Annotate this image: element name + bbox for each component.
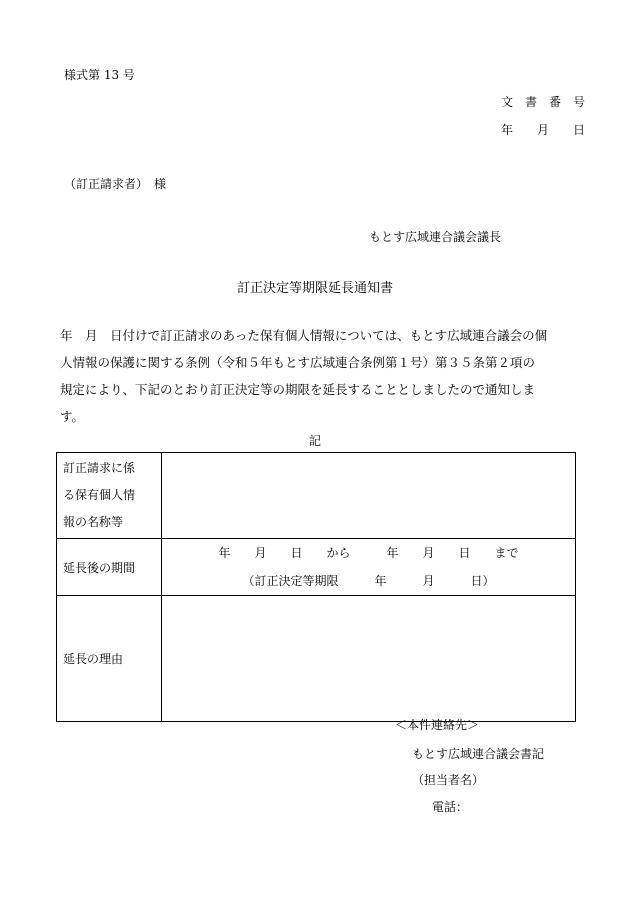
contact-person: （担当者名） <box>412 773 485 787</box>
body-paragraph <box>60 322 582 430</box>
body-line: す。 <box>60 409 85 424</box>
info-name-value[interactable] <box>162 453 576 539</box>
label-line: 報の名称等 <box>63 515 124 529</box>
table-row <box>57 453 576 539</box>
table-row <box>57 539 576 596</box>
body-line: 人情報の保護に関する条例（令和５年もとす広域連合条例第１号）第３５条第２項の <box>60 355 536 370</box>
period-line: 年 月 日 から 年 月 日 まで <box>218 546 519 560</box>
body-line: 年 月 日付けで訂正請求のあった保有個人情報については、もとす広域連合議会の個 <box>60 328 548 343</box>
period-label: 延長後の期間 <box>57 539 162 596</box>
contact-phone: 電話： <box>432 800 469 814</box>
label-line: る保有個人情 <box>63 488 136 502</box>
form-number: 様式第 13 号 <box>64 68 135 82</box>
body-line: 規定により、下記のとおり訂正決定等の期限を延長することとしましたので通知しま <box>60 382 536 397</box>
reason-value[interactable] <box>162 596 576 722</box>
document-date-label: 年 月 日 <box>500 123 585 137</box>
contact-heading: ＜本件連絡先＞ <box>395 718 480 732</box>
period-value[interactable] <box>162 539 576 596</box>
ki-label: 記 <box>308 434 321 448</box>
label-line: 訂正請求に係 <box>63 461 136 475</box>
table-row <box>57 596 576 722</box>
record-table <box>56 452 576 722</box>
reason-label: 延長の理由 <box>57 596 162 722</box>
addressee: （訂正請求者） 様 <box>64 177 167 191</box>
document-title: 訂正決定等期限延長通知書 <box>236 281 393 296</box>
sender: もとす広域連合議会議長 <box>369 230 502 244</box>
document-number-label: 文 書 番 号 <box>500 95 585 109</box>
contact-organization: もとす広域連合議会書記 <box>412 747 545 761</box>
deadline-line: （訂正決定等期限 年 月 日） <box>242 574 495 588</box>
info-name-label <box>57 453 162 539</box>
